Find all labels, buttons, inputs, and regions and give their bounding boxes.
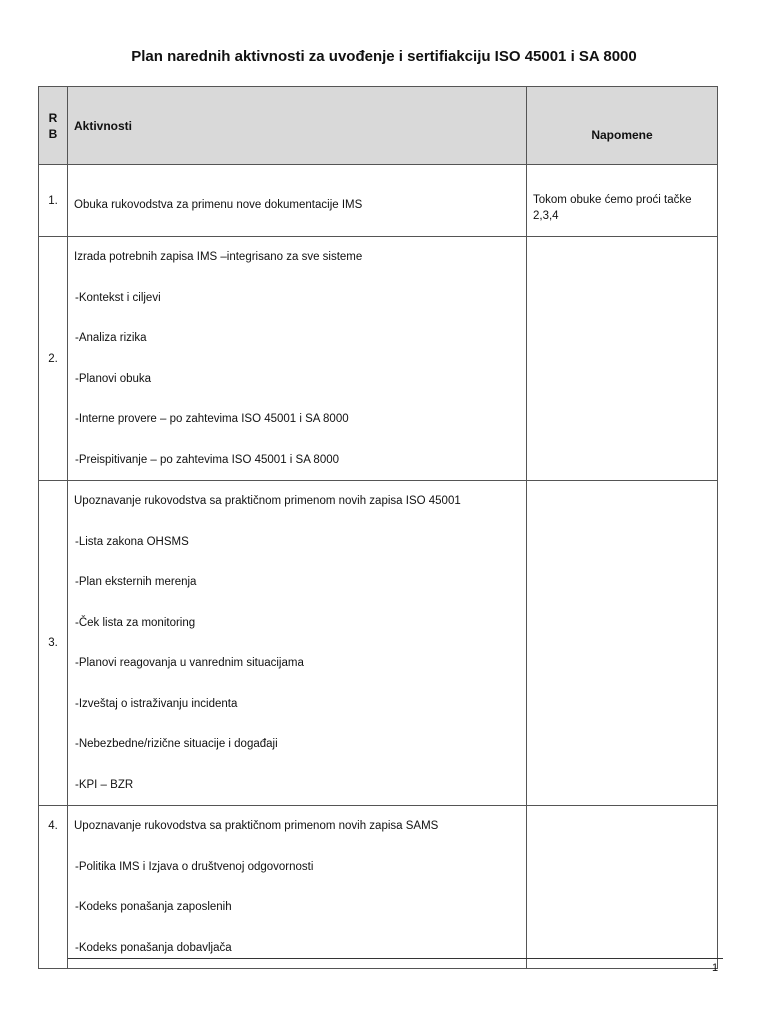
table-row xyxy=(39,481,718,806)
table-row xyxy=(39,806,718,969)
activity-cell xyxy=(68,165,527,237)
document-title: Plan narednih aktivnosti za uvođenje i sertifiakciju ISO 45001 i SA 8000 xyxy=(131,48,637,65)
row-number: 1. xyxy=(39,165,68,237)
activity-subline: -Preispitivanje – po zahtevima ISO 45001 i SA 8000 xyxy=(75,453,340,466)
note-cell xyxy=(527,237,718,481)
activity-subline: -KPI – BZR xyxy=(75,778,134,791)
activity-subline: -Analiza rizika xyxy=(75,332,147,345)
row-number: 3. xyxy=(39,481,68,806)
activity-subline: -Planovi reagovanja u vanrednim situacijama xyxy=(75,657,304,670)
activity-subline: -Nebezbedne/rizične situacije i događaji xyxy=(75,738,278,751)
activity-cell xyxy=(68,806,527,969)
activity-subline: -Kontekst i ciljevi xyxy=(75,291,161,304)
row-number: 2. xyxy=(39,237,68,481)
activity-subline: -Lista zakona OHSMS xyxy=(75,535,189,548)
note-cell xyxy=(527,481,718,806)
activity-line: Upoznavanje rukovodstva sa praktičnom primenom novih zapisa SAMS xyxy=(74,820,439,833)
header-rb-line2: B xyxy=(48,126,58,141)
activity-subline: -Ček lista za monitoring xyxy=(75,616,196,629)
activity-subline: -Interne provere – po zahtevima ISO 45001 i SA 8000 xyxy=(75,413,349,426)
footer-divider xyxy=(68,958,723,959)
activity-line: Upoznavanje rukovodstva sa praktičnom primenom novih zapisa ISO 45001 xyxy=(74,495,461,508)
header-rb-line1: R xyxy=(48,110,58,125)
activity-subline: -Kodeks ponašanja zaposlenih xyxy=(75,901,232,914)
table-row xyxy=(39,237,718,481)
table-header-row xyxy=(39,87,718,165)
activity-line: Izrada potrebnih zapisa IMS –integrisano za sve sisteme xyxy=(74,251,363,264)
activity-subline: -Izveštaj o istraživanju incidenta xyxy=(75,697,238,710)
page-number: 1 xyxy=(712,962,719,974)
note-cell: Tokom obuke ćemo proći tačke 2,3,4 xyxy=(527,165,718,237)
table-row xyxy=(39,165,718,237)
row-number: 4. xyxy=(39,806,68,969)
header-napomene: Napomene xyxy=(527,87,718,165)
activity-subline: -Politika IMS i Izjava o društvenoj odgovornosti xyxy=(75,860,314,873)
activity-subline: -Plan eksternih merenja xyxy=(75,576,197,589)
activity-subline: -Planovi obuka xyxy=(75,372,152,385)
activity-subline: -Kodeks ponašanja dobavljača xyxy=(75,941,232,954)
header-aktivnosti: Aktivnosti xyxy=(68,87,527,165)
activity-cell xyxy=(68,237,527,481)
activity-plan-table xyxy=(38,86,718,969)
activity-line: Obuka rukovodstva za primenu nove dokumentacije IMS xyxy=(74,198,363,211)
header-rb xyxy=(39,87,68,165)
note-cell xyxy=(527,806,718,969)
activity-cell xyxy=(68,481,527,806)
